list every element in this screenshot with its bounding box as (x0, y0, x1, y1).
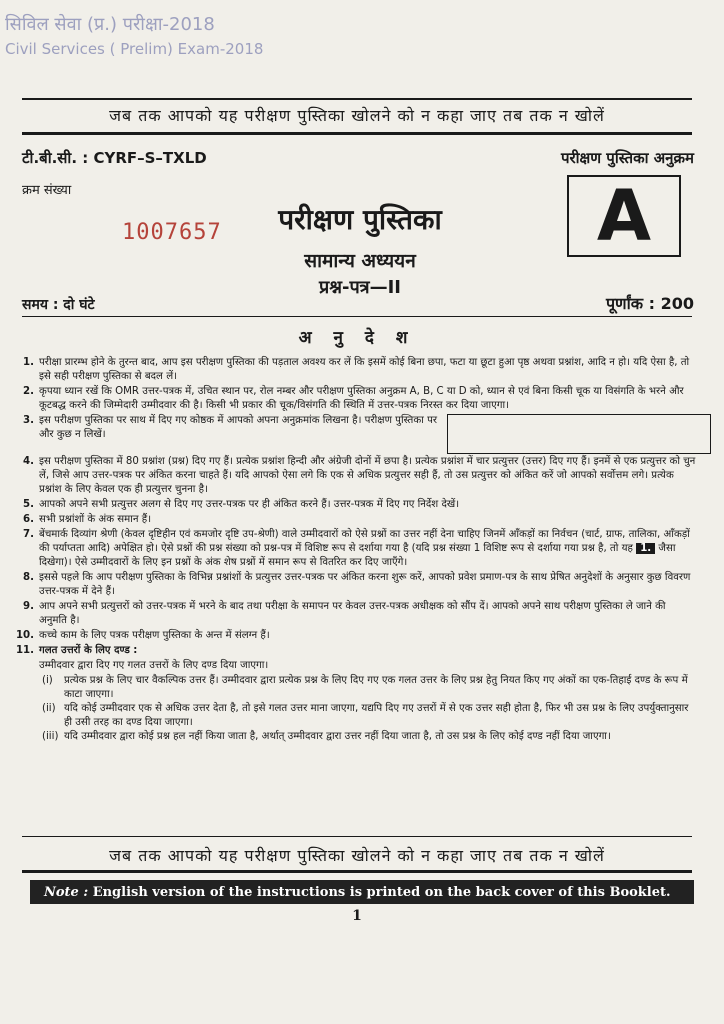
instruction-item: 5. आपको अपने सभी प्रत्युत्तर अलग से दिए गए उत्तर-पत्रक पर ही अंकित करने हैं। उत्तर-पत्रक में दिए गए निर्देश देखें। (12, 498, 696, 512)
instruction-item: 2. कृपया ध्यान रखें कि OMR उत्तर-पत्रक में, उचित स्थान पर, रोल नम्बर और परीक्षण पुस्तिका अनुक्रम A, B, C या D को, ध्यान से एवं बिना किसी चूक या विसंगति के भरने और कूटबद्ध करने की जिम्मेदारी उम्मीदवार की है। किसी भी प्रकार की चूक/विसंगति की स्थिति में उत्तर-पत्रक निरस्त कर दिया जाएगा। (12, 385, 696, 413)
instruction-item: 10. कच्चे काम के लिए पत्रक परीक्षण पुस्तिका के अन्त में संलग्न हैं। (12, 629, 696, 643)
instruction-text: इस परीक्षण पुस्तिका पर साथ में दिए गए कोष्ठक में आपको अपना अनुक्रमांक लिखना है। परीक्षण पुस्तिका पर और कुछ न लिखें। (39, 415, 438, 440)
penalty-subitem: (i) प्रत्येक प्रश्न के लिए चार वैकल्पिक उत्तर हैं। उम्मीदवार द्वारा प्रत्येक प्रश्न के लिए दिए गए एक गलत उत्तर के लिए प्रश्न हेतु नियत किए गए अंकों का एक-तिहाई दण्ड के रूप में काटा जाएगा। (42, 675, 688, 700)
top-warning-banner: जब तक आपको यह परीक्षण पुस्तिका खोलने को न कहा जाए तब तक न खोलें (109, 106, 605, 125)
exam-stamp-hindi: सिविल सेवा (प्र.) परीक्षा-2018 (5, 14, 215, 35)
serial-number: 1007657 (122, 220, 222, 245)
roll-number-box[interactable] (447, 414, 711, 454)
serial-number-label: क्रम संख्या (22, 183, 72, 198)
instruction-text: सभी प्रश्नांशों के अंक समान हैं। (39, 514, 152, 525)
header-divider (22, 316, 692, 317)
page-number: 1 (352, 908, 362, 924)
paper-title: प्रश्न-पत्र—II (319, 277, 401, 298)
instruction-text: आप अपने सभी प्रत्युत्तरों को उत्तर-पत्रक में भरने के बाद तथा परीक्षा के समापन पर केवल उत्तर-पत्रक अधीक्षक को सौंप दें। आपको अपने साथ परीक्षण पुस्तिका ले जाने की अनुमति है। (39, 601, 666, 626)
instruction-text: इससे पहले कि आप परीक्षण पुस्तिका के विभिन्न प्रश्नांशों के प्रत्युत्तर उत्तर-पत्रक पर अंकित करना शुरू करें, आपको प्रवेश प्रमाण-पत्र के साथ प्रेषित अनुदेशों के अनुसार कुछ विवरण उत्तर-पत्रक में देने हैं। (39, 572, 691, 597)
instruction-text: कच्चे काम के लिए पत्रक परीक्षण पुस्तिका के अन्त में संलग्न हैं। (39, 630, 270, 641)
max-marks: पूर्णांक : 200 (605, 294, 694, 313)
instruction-text: जैसा दिखेगा)। ऐसे उम्मीदवारों के लिए इन प्रश्नों के अंक शेष प्रश्नों में समान रूप से वितरित कर दिए जाएँगे। (39, 543, 676, 568)
note-text: English version of the instructions is printed on the back cover of this Booklet. (92, 884, 671, 900)
booklet-title: परीक्षण पुस्तिका (278, 203, 442, 236)
penalty-subitem: (iii) यदि उम्मीदवार द्वारा कोई प्रश्न हल नहीं किया जाता है, अर्थात् उम्मीदवार द्वारा उत्तर नहीं दिया जाता है, तो उस प्रश्न के लिए कोई दण्ड नहीं दिया जाएगा। (42, 731, 611, 742)
bottom-rule (22, 836, 692, 837)
exam-time: समय : दो घंटे (22, 297, 95, 313)
instruction-item: 1. परीक्षा प्रारम्भ होने के तुरन्त बाद, आप इस परीक्षण पुस्तिका की पड़ताल अवश्य कर लें कि इसमें कोई बिना छपा, फटा या छूटा हुआ पृष्ठ अथवा प्रश्नांश, आदि न हो। यदि ऐसा है, तो इसे सही परीक्षण पुस्तिका से बदल लें। (12, 356, 696, 384)
instruction-text: परीक्षा प्रारम्भ होने के तुरन्त बाद, आप इस परीक्षण पुस्तिका की पड़ताल अवश्य कर लें कि इसमें कोई बिना छपा, फटा या छूटा हुआ पृष्ठ अथवा प्रश्नांश, आदि न हो। यदि ऐसा है, तो इसे सही परीक्षण पुस्तिका से बदल लें। (39, 357, 690, 382)
bottom-rule-thick (22, 870, 692, 873)
instruction-item: 11. गलत उत्तरों के लिए दण्ड : (12, 644, 696, 658)
instruction-text: गलत उत्तरों के लिए दण्ड : (39, 645, 138, 656)
note-label: Note : (44, 884, 89, 900)
top-rule (22, 98, 692, 100)
bottom-warning-banner: जब तक आपको यह परीक्षण पुस्तिका खोलने को न कहा जाए तब तक न खोलें (109, 846, 605, 865)
instruction-item: 6. सभी प्रश्नांशों के अंक समान हैं। (12, 513, 696, 527)
tbc-code: टी.बी.सी. : CYRF–S–TXLD (22, 149, 207, 167)
instruction-item: 9. आप अपने सभी प्रत्युत्तरों को उत्तर-पत्रक में भरने के बाद तथा परीक्षा के समापन पर केवल उत्तर-पत्रक अधीक्षक को सौंप दें। आपको अपने साथ परीक्षण पुस्तिका ले जाने की अनुमति है। (12, 600, 696, 628)
penalty-subitem: (ii) यदि कोई उम्मीदवार एक से अधिक उत्तर देता है, तो इसे गलत उत्तर माना जाएगा, यद्यपि दिए गए उत्तरों में से एक उत्तर सही होता है, फिर भी उस प्रश्न के लिए उपर्युक्तानुसार ही उसी तरह का दण्ड दिया जाएगा। (42, 703, 689, 728)
instruction-item: 7. बेंचमार्क दिव्यांग श्रेणी (केवल दृष्टिहीन एवं कमजोर दृष्टि उप-श्रेणी) वाले उम्मीदवारों को ऐसे प्रश्नों का उत्तर नहीं देना चाहिए जिनमें आँकड़ों का निर्वचन (चार्ट, ग्राफ, तालिका, आँकड़ों की पर्याप्तता आदि) अपेक्षित हो। ऐसे प्रश्नों की प्रश्न संख्या को प्रश्न-पत्र में विशिष्ट रूप से दर्शाया गया है (यदि प्रश्न संख्या 1 विशिष्ट रूप से दर्शाया गया प्रश्न है, तो यह 1. जैसा दिखेगा)। ऐसे उम्मीदवारों के लिए इन प्रश्नों के अंक शेष प्रश्नों में समान रूप से वितरित कर दिए जाएँगे। (23, 529, 690, 568)
instruction-item: 3. इस परीक्षण पुस्तिका पर साथ में दिए गए कोष्ठक में आपको अपना अनुक्रमांक लिखना है। परीक्षण पुस्तिका पर और कुछ न लिखें। (12, 414, 696, 454)
instructions-list (12, 356, 696, 744)
booklet-series-label: परीक्षण पुस्तिका अनुक्रम (560, 149, 694, 167)
instruction-item: 4. इस परीक्षण पुस्तिका में 80 प्रश्नांश (प्रश्न) दिए गए हैं। प्रत्येक प्रश्नांश हिन्दी और अंग्रेजी दोनों में छपा है। प्रत्येक प्रश्नांश में चार प्रत्युत्तर (उत्तर) दिए गए हैं। इनमें से एक प्रत्युत्तर को चुन लें, जिसे आप उत्तर-पत्रक पर अंकित करना चाहते हैं। यदि आपको ऐसा लगे कि एक से अधिक प्रत्युत्तर सही हैं, तो उस प्रत्युत्तर को अंकित करें जो आपको सर्वोत्तम लगे। प्रत्येक प्रश्नांश के लिए केवल एक ही प्रत्युत्तर चुनना है। (23, 456, 696, 495)
instruction-text: आपको अपने सभी प्रत्युत्तर अलग से दिए गए उत्तर-पत्रक पर ही अंकित करने हैं। उत्तर-पत्रक में दिए गए निर्देश देखें। (39, 499, 460, 510)
subject-title: सामान्य अध्ययन (304, 250, 416, 272)
booklet-series-box: A (567, 175, 681, 257)
highlighted-question-number: 1. (636, 543, 655, 554)
penalty-intro: उम्मीदवार द्वारा दिए गए गलत उत्तरों के लिए दण्ड दिया जाएगा। (39, 660, 269, 671)
instruction-text: इस परीक्षण पुस्तिका में 80 प्रश्नांश (प्रश्न) दिए गए हैं। प्रत्येक प्रश्नांश हिन्दी और अंग्रेजी दोनों में छपा है। प्रत्येक प्रश्नांश में चार प्रत्युत्तर (उत्तर) दिए गए हैं। इनमें से एक प्रत्युत्तर को चुन लें, जिसे आप उत्तर-पत्रक पर अंकित करना चाहते हैं। यदि आपको ऐसा लगे कि एक से अधिक प्रत्युत्तर सही हैं, तो उस प्रत्युत्तर को अंकित करें जो आपको सर्वोत्तम लगे। प्रत्येक प्रश्नांश के लिए केवल एक ही प्रत्युत्तर चुनना है। (39, 456, 696, 495)
english-note-bar (30, 880, 694, 904)
instructions-heading: अ नु दे श (298, 328, 416, 348)
instruction-text: कृपया ध्यान रखें कि OMR उत्तर-पत्रक में, उचित स्थान पर, रोल नम्बर और परीक्षण पुस्तिका अनुक्रम A, B, C या D को, ध्यान से एवं बिना किसी चूक या विसंगति के भरने और कूटबद्ध करने की जिम्मेदारी उम्मीदवार की है। किसी भी प्रकार की चूक/विसंगति की स्थिति में उत्तर-पत्रक निरस्त कर दिया जाएगा। (39, 386, 684, 411)
top-rule-bottom (22, 132, 692, 135)
instruction-item: 8. इससे पहले कि आप परीक्षण पुस्तिका के विभिन्न प्रश्नांशों के प्रत्युत्तर उत्तर-पत्रक पर अंकित करना शुरू करें, आपको प्रवेश प्रमाण-पत्र के साथ प्रेषित अनुदेशों के अनुसार कुछ विवरण उत्तर-पत्रक में देने हैं। (12, 571, 696, 599)
instruction-text: बेंचमार्क दिव्यांग श्रेणी (केवल दृष्टिहीन एवं कमजोर दृष्टि उप-श्रेणी) वाले उम्मीदवारों को ऐसे प्रश्नों का उत्तर नहीं देना चाहिए जिनमें आँकड़ों का निर्वचन (चार्ट, ग्राफ, तालिका, आँकड़ों की पर्याप्तता आदि) अपेक्षित हो। ऐसे प्रश्नों की प्रश्न संख्या को प्रश्न-पत्र में विशिष्ट रूप से दर्शाया गया है (यदि प्रश्न संख्या 1 विशिष्ट रूप से दर्शाया गया प्रश्न है, तो यह (39, 529, 690, 554)
exam-stamp-english: Civil Services ( Prelim) Exam-2018 (5, 40, 264, 58)
